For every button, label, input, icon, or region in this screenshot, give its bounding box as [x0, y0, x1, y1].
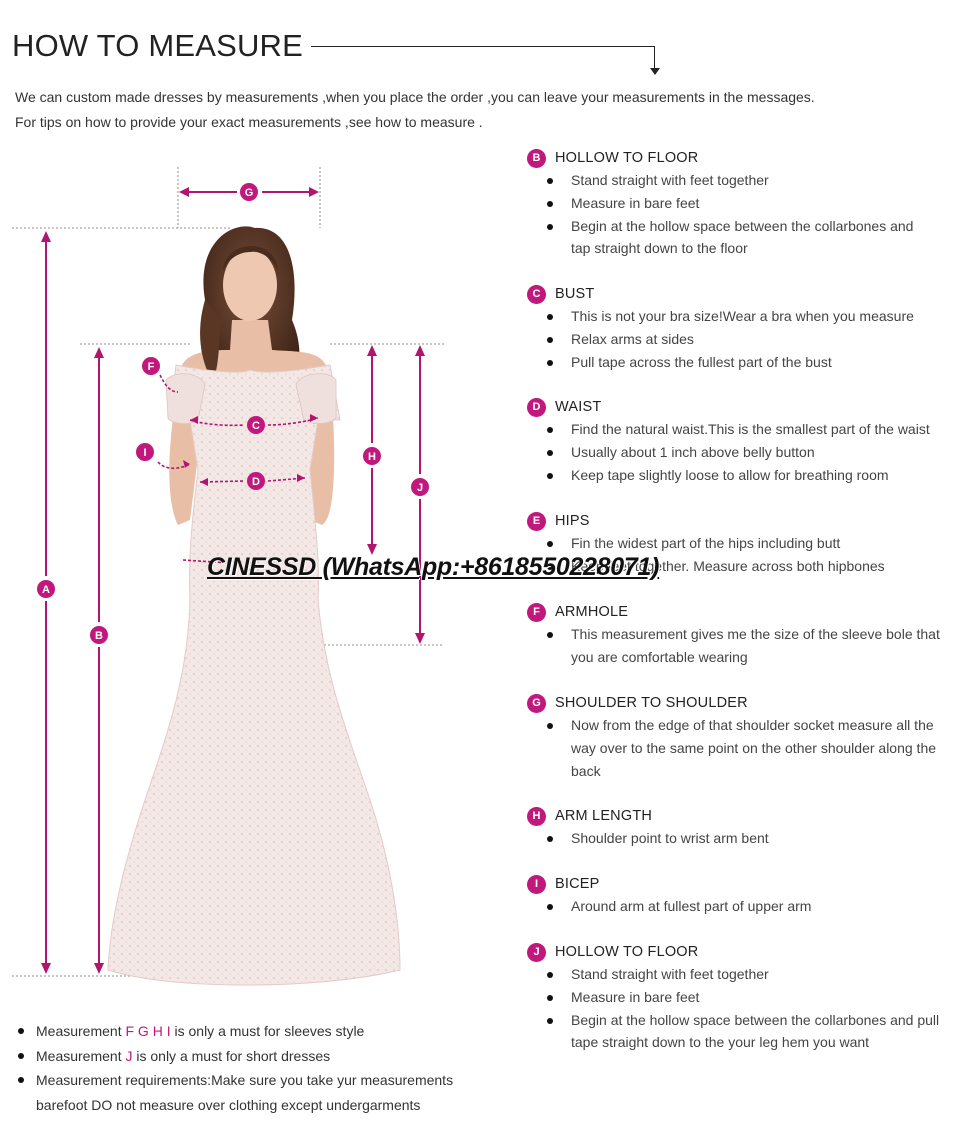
section-waist: [527, 396, 957, 486]
list-item: Shoulder point to wrist arm bent: [527, 827, 957, 850]
list-item: Stand straight with feet together: [527, 963, 957, 986]
list-item: Begin at the hollow space between the collarbones and pull: [527, 1009, 957, 1032]
badge-g: G: [527, 694, 546, 713]
list-item: Begin at the hollow space between the collarbones and: [527, 215, 957, 238]
svg-text:B: B: [95, 630, 103, 642]
page-title: HOW TO MEASURE: [12, 28, 304, 63]
section-hollow-to-floor-j: [527, 941, 957, 1054]
badge-i: I: [527, 875, 546, 894]
marker-h: [363, 447, 381, 465]
marker-a: [37, 580, 55, 598]
svg-text:C: C: [252, 420, 260, 432]
dress: [108, 365, 400, 985]
section-title: WAIST: [555, 399, 602, 415]
list-item: tap straight down to the floor: [571, 240, 748, 257]
face: [223, 249, 277, 321]
list-item: Measure in bare feet: [527, 986, 957, 1009]
svg-text:I: I: [143, 447, 147, 459]
section-title: SHOULDER TO SHOULDER: [555, 695, 748, 711]
badge-j: J: [527, 943, 546, 962]
list-item: Find the natural waist.This is the smallest part of the waist: [527, 418, 957, 441]
section-shoulder-to-shoulder: [527, 692, 957, 782]
svg-text:D: D: [252, 476, 260, 488]
section-title: ARMHOLE: [555, 604, 629, 620]
badge-d: D: [527, 398, 546, 417]
section-title: BICEP: [555, 876, 600, 892]
section-bicep: [527, 873, 957, 918]
section-title: HIPS: [555, 513, 590, 529]
note-requirements-cont: barefoot DO not measure over clothing except undergarments: [36, 1097, 421, 1114]
intro-line-2: For tips on how to provide your exact measurements ,see how to measure .: [15, 114, 483, 130]
section-arm-length: [527, 805, 957, 850]
list-item: Keep feet together. Measure across both hipbones: [527, 555, 957, 578]
list-item: way over to the same point on the other shoulder along the: [571, 739, 937, 756]
marker-c: [247, 416, 265, 434]
marker-i: [136, 443, 154, 461]
list-item: tape straight down to the your leg hem you want: [571, 1034, 870, 1051]
list-item: Fin the widest part of the hips including butt: [527, 532, 957, 555]
badge-b: B: [527, 149, 546, 168]
section-hollow-to-floor-b: [527, 147, 957, 260]
watermark-text: CINESSD (WhatsApp:+8618550228071): [207, 553, 660, 581]
section-armhole: [527, 601, 957, 669]
section-title: BUST: [555, 286, 595, 302]
svg-text:A: A: [42, 584, 50, 596]
svg-text:G: G: [244, 187, 254, 199]
note-requirements: Measurement requirements:Make sure you take yur measurements: [15, 1068, 495, 1093]
note-short-dresses: Measurement J is only a must for short dresses: [15, 1044, 495, 1069]
svg-text:F: F: [147, 361, 155, 373]
marker-f: [142, 357, 160, 375]
list-item: Stand straight with feet together: [527, 169, 957, 192]
list-item: Measure in bare feet: [527, 192, 957, 215]
title-rule: [311, 46, 655, 47]
list-item: This measurement gives me the size of the sleeve bole that: [527, 623, 957, 646]
section-bust: [527, 283, 957, 373]
badge-f: F: [527, 603, 546, 622]
list-item: Pull tape across the fullest part of the bust: [527, 351, 957, 374]
list-item: you are comfortable wearing: [571, 648, 748, 665]
badge-h: H: [527, 807, 546, 826]
list-item: Relax arms at sides: [527, 328, 957, 351]
marker-d: [247, 472, 265, 490]
marker-b: [90, 626, 108, 644]
list-item: Around arm at fullest part of upper arm: [527, 895, 957, 918]
marker-g: [240, 183, 258, 201]
note-sleeves: Measurement F G H I is only a must for sleeves style: [15, 1019, 495, 1044]
list-item: This is not your bra size!Wear a bra when you measure: [527, 305, 957, 328]
notes-list: [15, 1019, 495, 1118]
section-title: ARM LENGTH: [555, 808, 653, 824]
section-title: HOLLOW TO FLOOR: [555, 944, 699, 960]
list-item: Usually about 1 inch above belly button: [527, 441, 957, 464]
arrow-down-icon: [650, 68, 660, 75]
intro-line-1: We can custom made dresses by measurements ,when you place the order ,you can leave your measurements in the messages.: [15, 89, 815, 105]
svg-text:J: J: [416, 482, 424, 494]
list-item: back: [571, 762, 601, 779]
list-item: Now from the edge of that shoulder socket measure all the: [527, 714, 957, 737]
badge-e: E: [527, 512, 546, 531]
list-item: Keep tape slightly loose to allow for breathing room: [527, 464, 957, 487]
marker-j: [411, 478, 429, 496]
section-title: HOLLOW TO FLOOR: [555, 150, 699, 166]
svg-text:H: H: [368, 451, 376, 463]
badge-c: C: [527, 285, 546, 304]
